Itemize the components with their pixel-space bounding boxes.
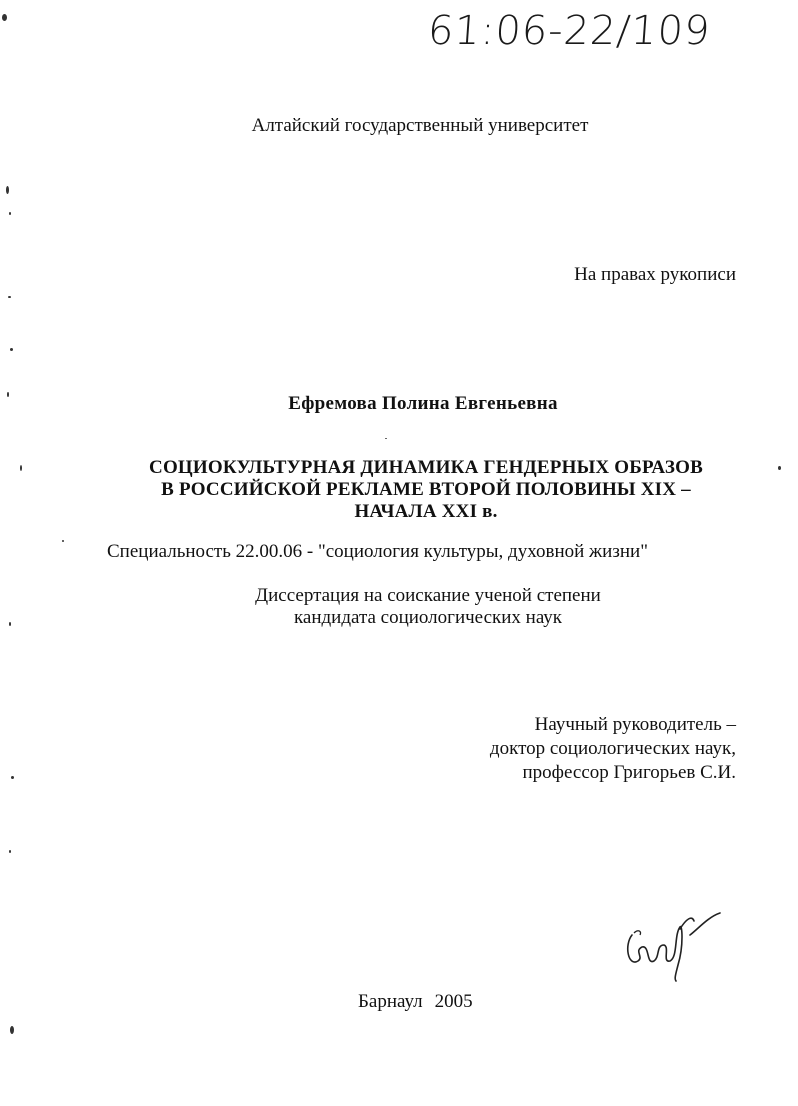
degree-line: кандидата социологических наук: [293, 607, 563, 628]
manuscript-note: На правах рукописи: [574, 264, 736, 285]
scan-artifact: [10, 348, 13, 351]
title-line: СОЦИОКУЛЬТУРНАЯ ДИНАМИКА ГЕНДЕРНЫХ ОБРАЗОВ: [149, 457, 703, 478]
title-line: НАЧАЛА XXI в.: [354, 501, 498, 522]
handwritten-signature: [620, 905, 730, 985]
scan-artifact: [7, 392, 9, 397]
advisor-line: профессор Григорьев С.И.: [522, 762, 736, 783]
year: 2005: [434, 991, 473, 1012]
scan-artifact: [9, 622, 11, 626]
scan-artifact: [9, 850, 11, 853]
scientific-advisor: [490, 713, 736, 785]
scan-artifact: [62, 540, 64, 542]
archive-code-handwritten: 61:06-22/109: [426, 8, 713, 54]
advisor-line: доктор социологических наук,: [489, 738, 736, 759]
city-year: [358, 991, 473, 1013]
advisor-line: Научный руководитель –: [534, 714, 736, 735]
scan-artifact: [20, 465, 22, 471]
author-name: Ефремова Полина Евгеньевна: [288, 393, 558, 414]
title-line: В РОССИЙСКОЙ РЕКЛАМЕ ВТОРОЙ ПОЛОВИНЫ XIX –: [161, 479, 691, 500]
scan-artifact: [11, 776, 14, 779]
scan-artifact: [2, 14, 7, 21]
degree-statement: [0, 585, 798, 629]
scan-artifact: [10, 1026, 14, 1034]
degree-line: Диссертация на соискание ученой степени: [255, 585, 601, 606]
scan-artifact: [385, 438, 387, 439]
scan-artifact: [8, 296, 11, 298]
city: Барнаул: [358, 991, 423, 1012]
scan-artifact: [778, 466, 781, 470]
scan-artifact: [6, 186, 9, 194]
specialty-line: Специальность 22.00.06 - "социология культуры, духовной жизни": [107, 541, 648, 562]
scan-artifact: [9, 212, 11, 215]
dissertation-title: [0, 457, 798, 523]
university-name: Алтайский государственный университет: [251, 115, 589, 136]
